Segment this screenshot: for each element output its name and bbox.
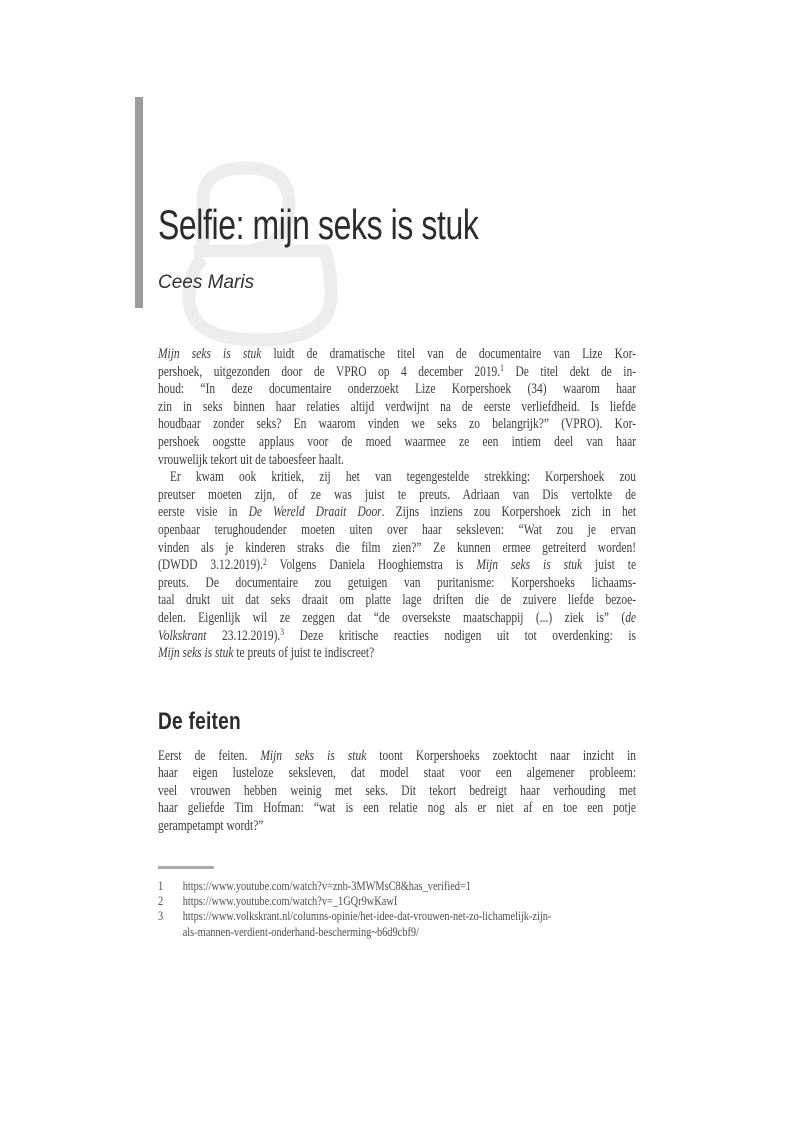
footnote-ref: 2: [262, 557, 267, 568]
text-line: [158, 399, 636, 417]
text-run: veel vrouwen hebben weinig met seks. Dit tekort bedreigt haar verhouding met: [158, 782, 637, 799]
text-line: [158, 783, 636, 801]
footnote-url: [183, 893, 636, 908]
footnotes: [158, 878, 636, 940]
text-line: [158, 346, 636, 364]
text-run: delen. Eigenlijk wil ze zeggen dat “de oversekste maatschappij (...) ziek is” (: [158, 609, 626, 626]
footnote-number: 1: [158, 877, 164, 893]
footnote-url-line: als-mannen-verdient-onderhand-bescherming~b6d9cbf9/: [182, 923, 419, 939]
footnote-url: [183, 908, 636, 939]
text-line: [158, 628, 636, 646]
paragraph: [158, 748, 636, 836]
text-run: Mijn seks is stuk: [476, 557, 583, 574]
text-line: [158, 592, 636, 610]
text-run: (DWDD 3.12.2019).: [158, 557, 263, 574]
text-run: te preuts of juist te indiscreet?: [233, 645, 375, 662]
footnote-rule: [158, 866, 214, 869]
text-run: Mijn seks is stuk: [158, 346, 262, 362]
text-run: De Wereld Draait Door: [248, 504, 382, 521]
section-heading: De feiten: [158, 707, 241, 735]
text-run: Er kwam ook kritiek, zij het van tegengestelde strekking: Korpershoek zou: [169, 469, 637, 486]
text-line: [158, 416, 636, 434]
text-run: Mijn seks is stuk: [260, 747, 367, 764]
footnote-url-line: https://www.youtube.com/watch?v=znb-3MWMsC8&has_verified=1: [182, 877, 472, 893]
text-run: toont Korpershoeks zoektocht naar inzicht in: [366, 747, 637, 764]
section-paragraphs: [158, 748, 636, 836]
footnote-number: 3: [158, 908, 164, 924]
text-line: [158, 818, 636, 836]
text-run: openbaar terughoudender moeten uiten over haar seksleven: “Wat zou je ervan: [158, 521, 637, 538]
text-run: eerste visie in: [158, 504, 249, 521]
footnote: [158, 908, 636, 939]
text-run: Volgens Daniela Hooghiemstra is: [266, 557, 477, 574]
footnote-url-line: https://www.volkskrant.nl/columns-opinie/het-idee-dat-vrouwen-net-zo-lichamelijk-zijn-: [182, 908, 552, 924]
text-run: zin in seks binnen haar relaties altijd verdwijnt na de eerste verliefdheid. Is liefde: [158, 398, 637, 415]
text-line: [158, 557, 636, 575]
text-line: [158, 364, 636, 382]
chapter-title: Selfie: mijn seks is stuk: [158, 201, 479, 248]
body-column: [158, 346, 636, 939]
text-run: 23.12.2019).: [206, 627, 281, 644]
chapter-author: Cees Maris: [158, 272, 255, 293]
text-run: vrouwelijk tekort uit de taboesfeer haalt.: [158, 451, 344, 468]
text-run: luidt de dramatische titel van de documentaire van Lize Kor-: [261, 346, 637, 362]
footnote-number: 2: [158, 893, 164, 909]
text-line: [158, 540, 636, 558]
text-run: haar geliefde Tim Hofman: “wat is een relatie nog als er niet af en toe een potje: [158, 800, 637, 817]
text-run: Eerst de feiten.: [158, 747, 261, 764]
text-run: Mijn seks is stuk: [158, 645, 234, 662]
text-line: [158, 522, 636, 540]
footnote: [158, 878, 636, 893]
text-run: preutser moeten zijn, of ze was juist te preuts. Adriaan van Dis vertolkte de: [158, 486, 637, 503]
text-run: Deze kritische reacties nodigen uit tot overdenking: is: [284, 627, 637, 644]
text-line: [158, 487, 636, 505]
text-line: [158, 800, 636, 818]
text-line: [158, 610, 636, 628]
footnote-url-line: https://www.youtube.com/watch?v=_1GQr9wKawI: [182, 893, 398, 909]
text-run: . Zijns inziens zou Korpershoek zich in het: [381, 504, 637, 521]
text-run: juist te: [582, 557, 637, 574]
footnote-ref: 1: [500, 364, 504, 375]
text-run: pershoek, uitgezonden door de VPRO op 4 december 2019.: [158, 363, 501, 380]
paragraph: [158, 469, 636, 663]
text-line: [158, 575, 636, 593]
text-line: [158, 452, 636, 470]
intro-paragraphs: [158, 346, 636, 663]
text-run: pershoek oogstte applaus voor de moed waarmee ze een intiem deel van haar: [158, 433, 637, 450]
text-run: haar eigen lusteloze seksleven, dat model staat voor een algemener probleem:: [158, 765, 637, 782]
text-run: gerampetampt wordt?”: [158, 818, 264, 835]
text-line: [158, 748, 636, 766]
text-run: De titel dekt de in-: [503, 363, 637, 380]
text-run: Volkskrant: [158, 627, 207, 644]
text-line: [158, 504, 636, 522]
text-line: [158, 434, 636, 452]
text-run: taal drukt uit dat seks draait om platte lage driften die de zuivere liefde bezoe-: [158, 592, 637, 609]
text-run: houd: “In deze documentaire onderzoekt Lize Korpershoek (34) waarom haar: [158, 381, 637, 398]
text-run: de: [625, 609, 637, 626]
text-line: [158, 765, 636, 783]
paragraph: [158, 346, 636, 469]
text-line: [158, 469, 636, 487]
text-line: [158, 645, 636, 663]
accent-bar: [135, 97, 143, 308]
footnote-ref: 3: [280, 628, 285, 638]
text-run: houdbaar zonder seks? En waarom vinden we seks zo belangrijk?” (VPRO). Kor-: [158, 416, 637, 433]
footnote: [158, 893, 636, 908]
footnote-url: [183, 878, 636, 893]
text-run: preuts. De documentaire zou getuigen van puritanisme: Korpershoeks lichaams-: [158, 574, 637, 591]
text-line: [158, 381, 636, 399]
text-run: vinden als je kinderen straks die film zien?” Ze kunnen ermee getreiterd worden!: [158, 539, 637, 556]
